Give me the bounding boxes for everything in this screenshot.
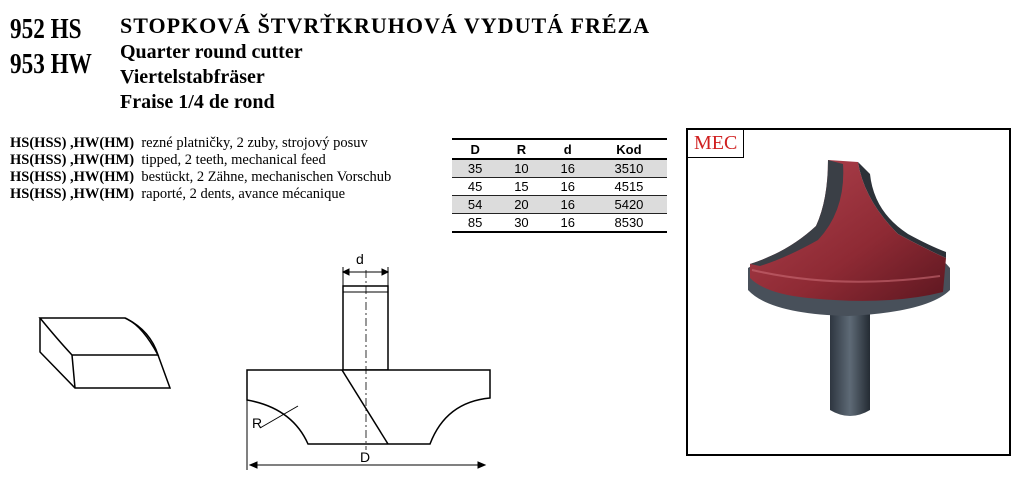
- cell-R: 10: [498, 159, 544, 178]
- description-text: raporté, 2 dents, avance mécanique: [141, 186, 346, 202]
- cell-D: 85: [452, 214, 498, 233]
- description-label: HS(HSS) ,HW(HM): [10, 152, 135, 168]
- cutter-photo: [688, 130, 1009, 454]
- dimension-label-d: d: [356, 251, 364, 267]
- cell-kod: 4515: [591, 178, 667, 196]
- description-text: tipped, 2 teeth, mechanical feed: [141, 152, 326, 168]
- cell-R: 15: [498, 178, 544, 196]
- cell-kod: 3510: [591, 159, 667, 178]
- cutter-insert-sketch: [40, 318, 170, 388]
- subtitle-en: Quarter round cutter: [120, 41, 303, 63]
- product-code-hs: 952 HS: [10, 13, 82, 45]
- cell-D: 54: [452, 196, 498, 214]
- cell-R: 30: [498, 214, 544, 233]
- column-header-R: R: [498, 139, 544, 159]
- cutter-profile-drawing: [247, 270, 490, 450]
- description-text: rezné platničky, 2 zuby, strojový posuv: [141, 135, 368, 151]
- dimension-label-D: D: [360, 449, 371, 465]
- cell-D: 35: [452, 159, 498, 178]
- cell-d: 16: [545, 214, 591, 233]
- description-text: bestückt, 2 Zähne, mechanischen Vorschub: [141, 169, 392, 185]
- description-label: HS(HSS) ,HW(HM): [10, 135, 135, 151]
- cell-d: 16: [545, 196, 591, 214]
- product-photo: [686, 128, 1011, 456]
- cell-R: 20: [498, 196, 544, 214]
- subtitle-de: Viertelstabfräser: [120, 66, 265, 88]
- subtitle-fr: Fraise 1/4 de rond: [120, 91, 275, 113]
- column-header-d: d: [545, 139, 591, 159]
- cell-kod: 8530: [591, 214, 667, 233]
- cell-d: 16: [545, 159, 591, 178]
- column-header-D: D: [452, 139, 498, 159]
- brand-badge: MEC: [688, 130, 744, 158]
- cell-d: 16: [545, 178, 591, 196]
- product-code-hw: 953 HW: [10, 48, 92, 80]
- cell-kod: 5420: [591, 196, 667, 214]
- dimension-label-R: R: [252, 415, 263, 431]
- description-label: HS(HSS) ,HW(HM): [10, 169, 135, 185]
- page-title: STOPKOVÁ ŠTVRŤKRUHOVÁ VYDUTÁ FRÉZA: [120, 13, 651, 38]
- cell-D: 45: [452, 178, 498, 196]
- column-header-kod: Kod: [591, 139, 667, 159]
- description-label: HS(HSS) ,HW(HM): [10, 186, 135, 202]
